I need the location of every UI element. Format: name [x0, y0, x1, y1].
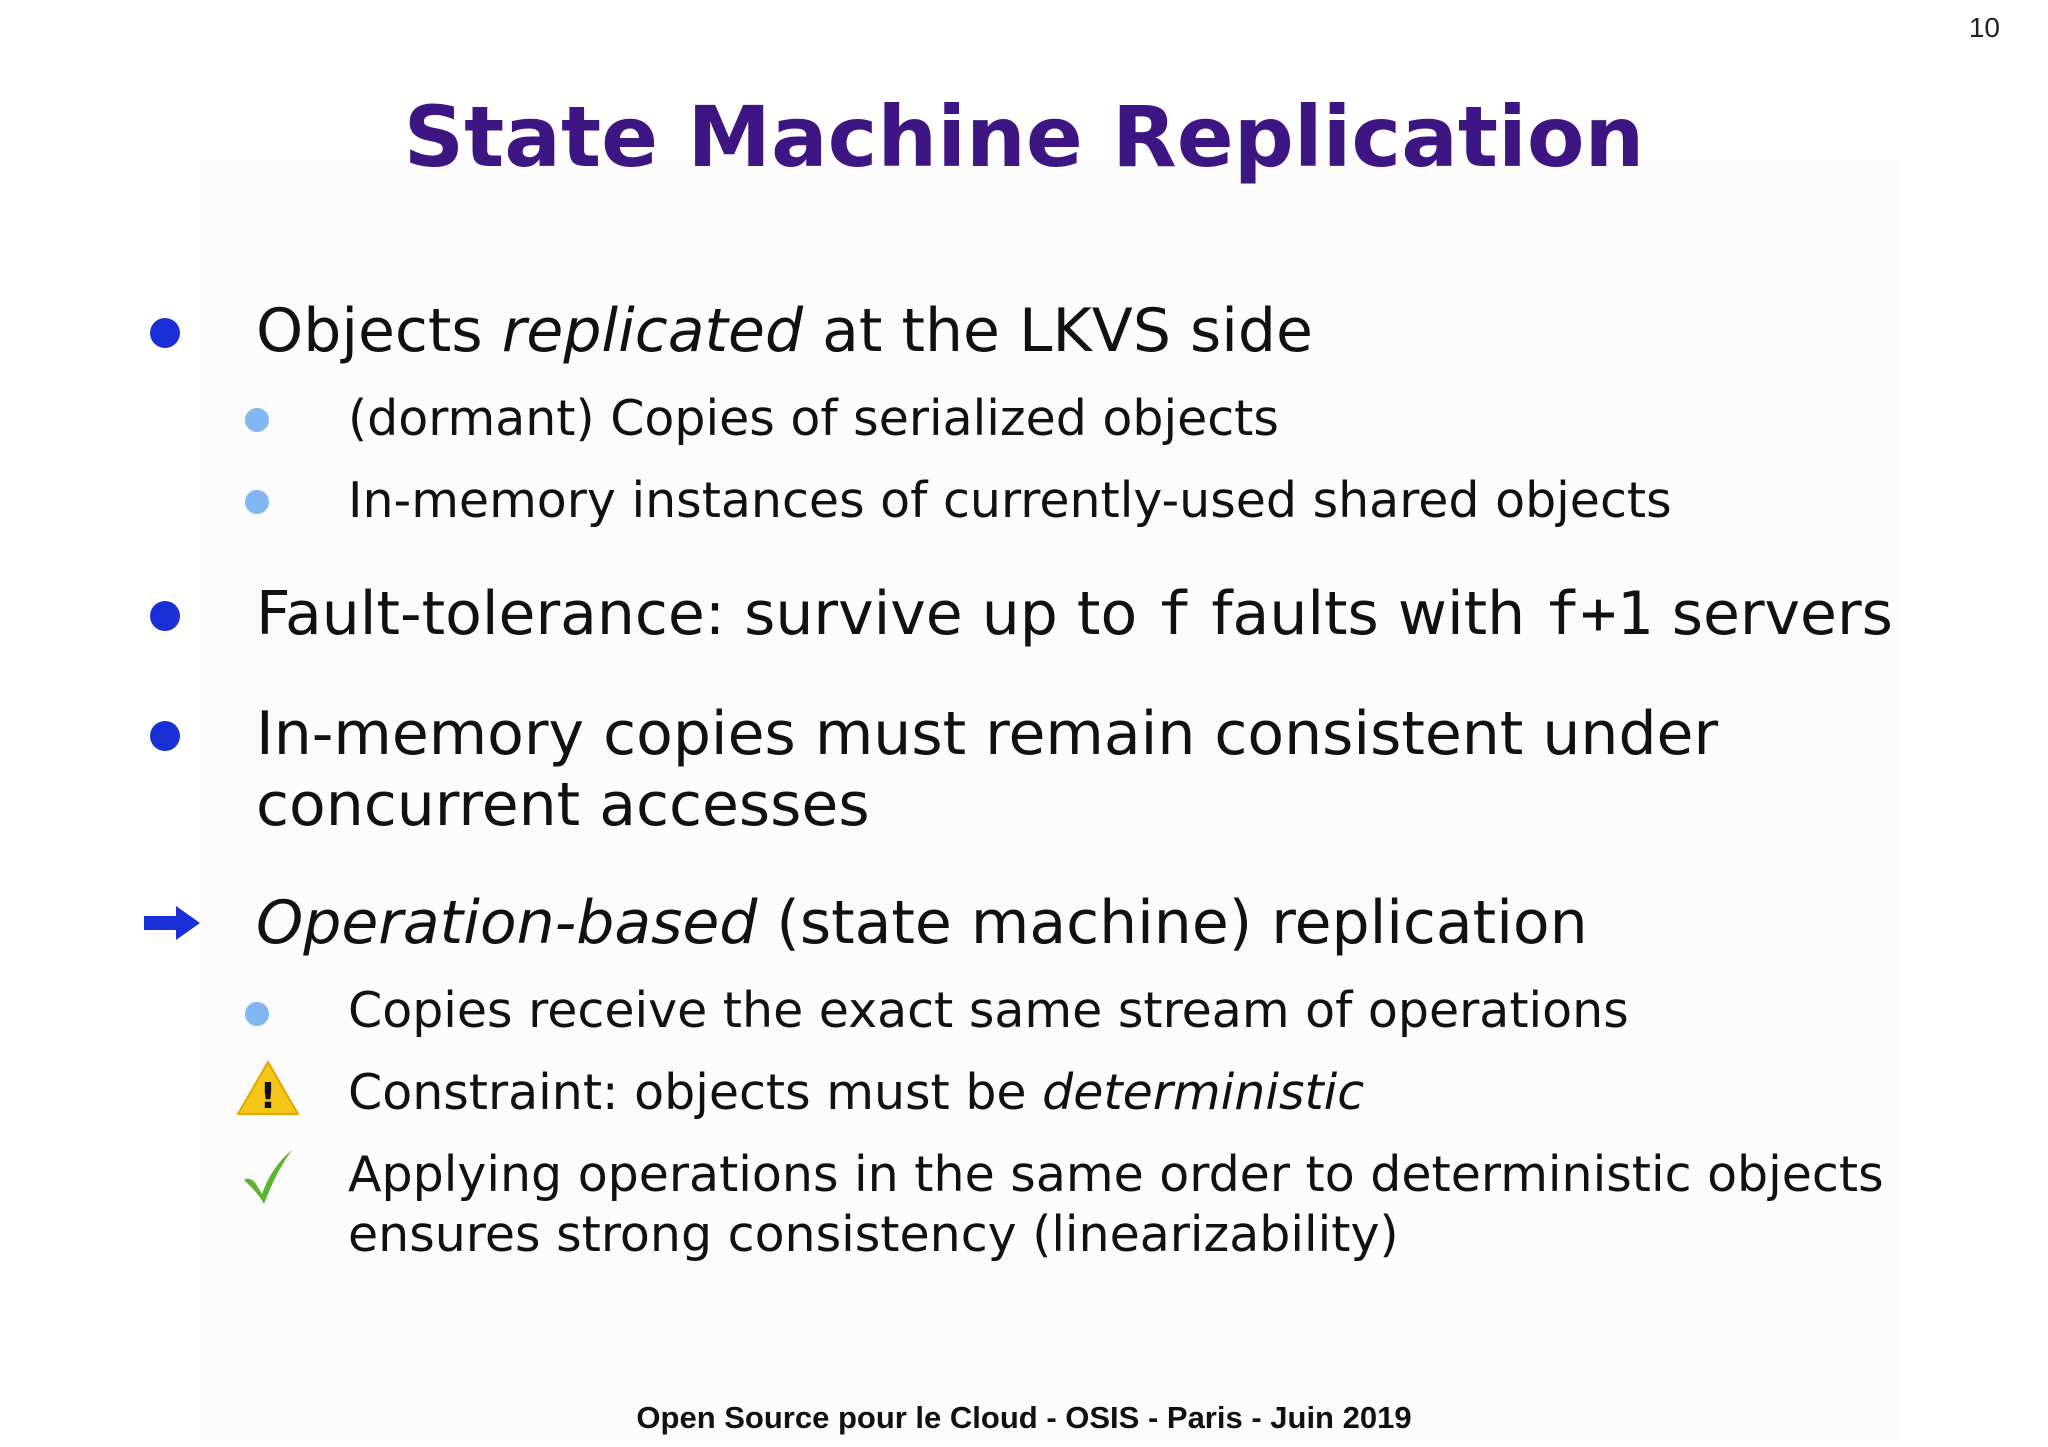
bullet-dot-small-icon [245, 490, 269, 514]
bullet-dot-icon [150, 721, 180, 751]
bullet-objects-replicated [256, 296, 1313, 366]
text: faults with [1192, 579, 1545, 649]
text: Fault-tolerance: survive up to [256, 579, 1157, 649]
sub-bullet-applying-operations-line2: ensures strong consistency (linearizability) [348, 1206, 1399, 1263]
text: servers [1652, 579, 1893, 649]
sub-bullet-applying-operations-line1: Applying operations in the same order to deterministic objects [348, 1146, 1884, 1203]
arrow-right-icon [144, 906, 200, 940]
code-f-plus-1: f+1 [1544, 579, 1653, 649]
warning-glyph: ! [259, 1076, 277, 1116]
sub-bullet-constraint-deterministic [348, 1064, 1364, 1121]
bullet-dot-icon [150, 318, 180, 348]
page-number: 10 [1968, 12, 2000, 43]
bullet-dot-small-icon [245, 1002, 269, 1026]
bullet-fault-tolerance [256, 579, 1893, 649]
emphasis: replicated [501, 296, 804, 366]
text: Constraint: objects must be [348, 1064, 1043, 1121]
text: (state machine) replication [757, 888, 1588, 958]
text: at the LKVS side [803, 296, 1313, 366]
code-f: f [1156, 579, 1193, 649]
checkmark-icon [240, 1146, 296, 1206]
bullet-in-memory-copies-line1: In-memory copies must remain consistent under [256, 699, 1719, 769]
bullet-dot-icon [150, 601, 180, 631]
sub-bullet-dormant-copies: (dormant) Copies of serialized objects [348, 390, 1279, 447]
sub-bullet-in-memory-instances: In-memory instances of currently-used shared objects [348, 472, 1672, 529]
bullet-operation-based-replication [256, 888, 1588, 958]
footer: Open Source pour le Cloud - OSIS - Paris - Juin 2019 [636, 1400, 1412, 1435]
bullet-in-memory-copies-line2: concurrent accesses [256, 770, 870, 840]
emphasis: Operation-based [256, 888, 758, 958]
sub-bullet-copies-receive-stream: Copies receive the exact same stream of operations [348, 982, 1629, 1039]
warning-icon [236, 1060, 300, 1116]
emphasis: deterministic [1042, 1064, 1365, 1121]
text: Objects [256, 296, 502, 366]
slide-title: State Machine Replication [403, 88, 1645, 186]
bullet-dot-small-icon [245, 408, 269, 432]
